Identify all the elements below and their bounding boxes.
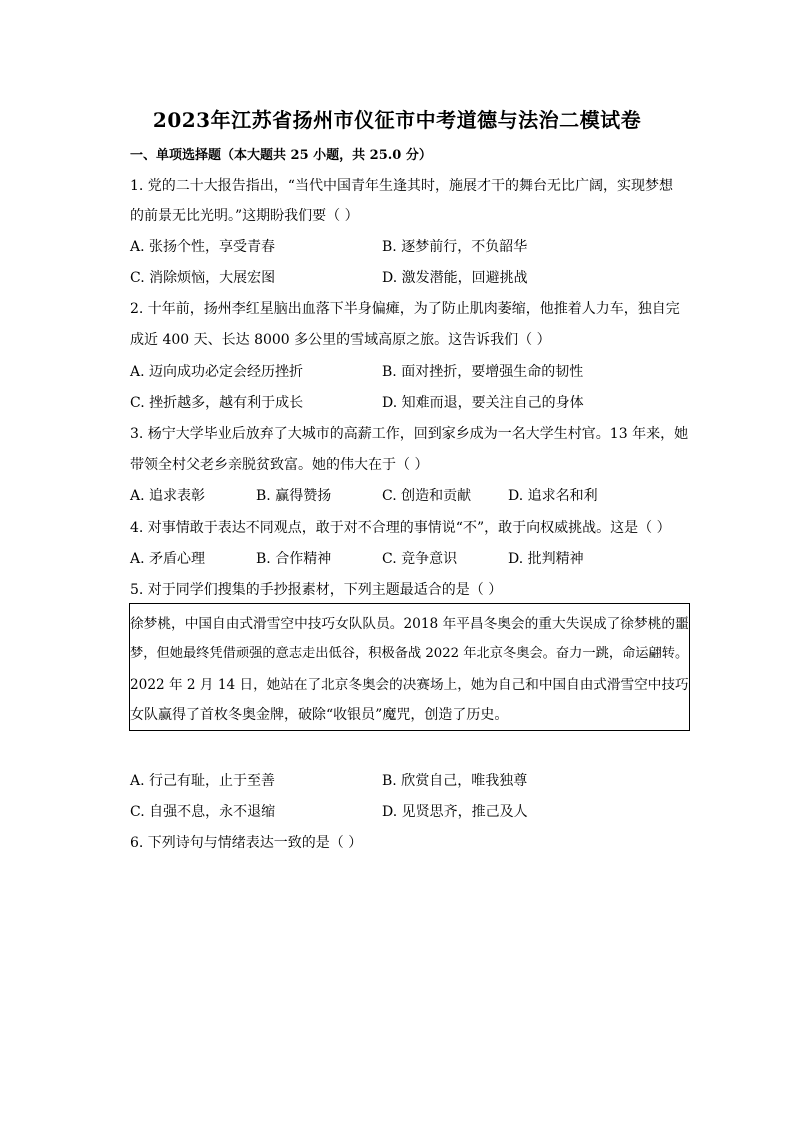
- page-title: 2023年江苏省扬州市仪征市中考道德与法治二模试卷: [152, 108, 642, 132]
- question-1-line-1: 1. 党的二十大报告指出，“当代中国青年生逢其时，施展才干的舞台无比广阔，实现梦想: [130, 178, 673, 194]
- question-5-line-1: 5. 对于同学们搜集的手抄报素材，下列主题最适合的是（ ）: [130, 582, 503, 598]
- question-5-option-a: A. 行己有耻，止于至善: [130, 773, 276, 789]
- question-5-option-c: C. 自强不息，永不退缩: [130, 804, 276, 820]
- question-3-option-d: D. 追求名和利: [508, 488, 598, 504]
- question-1-line-2: 的前景无比光明。”这期盼我们要（ ）: [130, 208, 359, 224]
- question-2-option-b: B. 面对挫折，要增强生命的韧性: [382, 364, 584, 380]
- material-line-4: 女队赢得了首枚冬奥金牌，破除“收银员”魔咒，创造了历史。: [130, 707, 509, 723]
- material-line-2: 梦，但她最终凭借顽强的意志走出低谷，积极备战 2022 年北京冬奥会。奋力一跳，命运翩转。: [130, 646, 689, 661]
- question-3-line-1: 3. 杨宁大学毕业后放弃了大城市的高薪工作，回到家乡成为一名大学生村官。13 年来，她: [130, 426, 689, 442]
- question-1-option-a: A. 张扬个性，享受青春: [130, 239, 276, 255]
- question-2-line-2: 成近 400 天、长达 8000 多公里的雪域高原之旅。这告诉我们（ ）: [130, 332, 551, 348]
- question-2-option-d: D. 知难而退，要关注自己的身体: [382, 395, 584, 411]
- section-heading: 一、单项选择题（本大题共 25 小题，共 25.0 分）: [130, 148, 432, 163]
- question-5-option-d: D. 见贤思齐，推己及人: [382, 804, 528, 820]
- question-2-line-1: 2. 十年前，扬州李红星脑出血落下半身偏瘫，为了防止肌肉萎缩，他推着人力车，独自完: [130, 301, 680, 317]
- question-2-option-a: A. 迈向成功必定会经历挫折: [130, 364, 304, 380]
- question-1-option-b: B. 逐梦前行，不负韶华: [382, 239, 528, 255]
- material-line-3: 2022 年 2 月 14 日，她站在了北京冬奥会的决赛场上，她为自己和中国自由式滑雪空中技巧: [130, 677, 689, 693]
- question-2-option-c: C. 挫折越多，越有利于成长: [130, 395, 304, 411]
- question-4-option-b: B. 合作精神: [256, 551, 332, 567]
- question-3-option-c: C. 创造和贡献: [382, 488, 472, 504]
- question-5-option-b: B. 欣赏自己，唯我独尊: [382, 773, 528, 789]
- material-line-1: 徐梦桃，中国自由式滑雪空中技巧女队队员。2018 年平昌冬奥会的重大失误成了徐梦桃的噩: [130, 616, 689, 632]
- question-1-option-d: D. 激发潜能，回避挑战: [382, 270, 528, 286]
- question-1-option-c: C. 消除烦恼，大展宏图: [130, 270, 276, 286]
- question-6-line-1: 6. 下列诗句与情绪表达一致的是（ ）: [130, 835, 363, 851]
- question-4-option-c: C. 竞争意识: [382, 551, 458, 567]
- question-5-material-box: [129, 603, 690, 731]
- question-3-line-2: 带领全村父老乡亲脱贫致富。她的伟大在于（ ）: [130, 457, 429, 473]
- question-4-option-d: D. 批判精神: [508, 551, 584, 567]
- question-4-line-1: 4. 对事情敢于表达不同观点，敢于对不合理的事情说“不”，敢于向权威挑战。这是（ ）: [130, 520, 671, 536]
- question-3-option-a: A. 追求表彰: [130, 488, 206, 504]
- question-4-option-a: A. 矛盾心理: [130, 551, 206, 567]
- question-3-option-b: B. 赢得赞扬: [256, 488, 332, 504]
